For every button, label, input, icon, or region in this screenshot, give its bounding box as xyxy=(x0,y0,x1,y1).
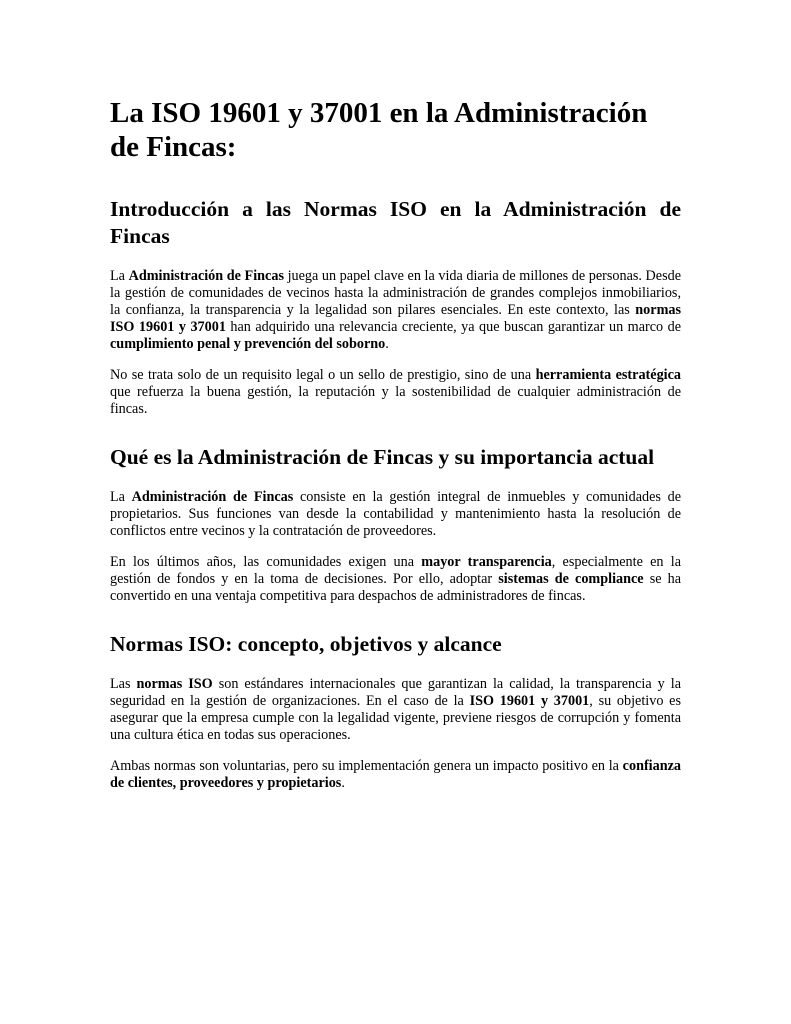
bold-text: Administración de Fincas xyxy=(131,489,294,505)
document-title: La ISO 19601 y 37001 en la Administración de Fincas: xyxy=(110,97,648,163)
bold-text: Administración de Fincas xyxy=(128,268,284,284)
text-run: , especialmente en la gestión de fondos y en la toma de decisiones. Por ello, adoptar xyxy=(110,554,682,587)
text-run: No se trata solo de un requisito legal o un sello de prestigio, sino de una xyxy=(110,367,536,383)
bold-text: confianza de clientes, proveedores y propietarios xyxy=(110,758,681,791)
text-run: Las xyxy=(110,676,137,692)
sections-container xyxy=(110,196,681,792)
paragraph xyxy=(110,489,681,540)
paragraph xyxy=(110,554,681,605)
section xyxy=(110,196,681,418)
text-run: han adquirido una relevancia creciente, ya que buscan garantizar un marco de xyxy=(225,319,681,335)
text-run: En los últimos años, las comunidades exigen una xyxy=(110,554,422,570)
text-run: se ha convertido en una ventaja competitiva para despachos de administradores de fincas. xyxy=(110,571,681,604)
text-run: consiste en la gestión integral de inmuebles y comunidades de propietarios. Sus funciones van desde la contabilidad y mantenimiento hasta la resolución de conflictos entre vecinos y la contratación de proveedores. xyxy=(110,489,681,539)
text-run: . xyxy=(341,775,345,791)
section-heading: Introducción a las Normas ISO en la Administración de Fincas xyxy=(110,197,681,248)
bold-text: ISO 19601 y 37001 xyxy=(469,693,590,709)
section xyxy=(110,631,681,792)
paragraph xyxy=(110,367,681,418)
bold-text: herramienta estratégica xyxy=(535,367,681,383)
bold-text: normas ISO 19601 y 37001 xyxy=(110,302,681,335)
document-body xyxy=(110,96,681,818)
paragraph xyxy=(110,268,681,353)
text-run: Ambas normas son voluntarias, pero su implementación genera un impacto positivo en la xyxy=(110,758,623,774)
bold-text: mayor transparencia xyxy=(421,554,552,570)
bold-text: cumplimiento penal y prevención del soborno xyxy=(110,336,386,352)
paragraph xyxy=(110,758,681,792)
text-run: , su objetivo es asegurar que la empresa cumple con la legalidad vigente, previene riesgos de corrupción y fomenta una cultura ética en todas sus operaciones. xyxy=(110,693,681,743)
text-run: son estándares internacionales que garantizan la calidad, la transparencia y la seguridad en la gestión de organizaciones. En el caso de la xyxy=(110,676,681,709)
bold-text: normas ISO xyxy=(136,676,213,692)
section-heading: Qué es la Administración de Fincas y su importancia actual xyxy=(110,445,655,469)
bold-text: sistemas de compliance xyxy=(498,571,644,587)
text-run: La xyxy=(110,489,132,505)
text-run: juega un papel clave en la vida diaria de millones de personas. Desde la gestión de comunidades de vecinos hasta la administración de grandes complejos inmobiliarios, la confianza, la transparencia y la legalidad son pilares esenciales. En este contexto, las xyxy=(110,268,681,318)
section-heading: Normas ISO: concepto, objetivos y alcance xyxy=(110,632,502,656)
section xyxy=(110,444,681,605)
text-run: que refuerza la buena gestión, la reputación y la sostenibilidad de cualquier administración de fincas. xyxy=(110,384,681,417)
paragraph xyxy=(110,676,681,744)
text-run: La xyxy=(110,268,129,284)
text-run: . xyxy=(385,336,389,352)
